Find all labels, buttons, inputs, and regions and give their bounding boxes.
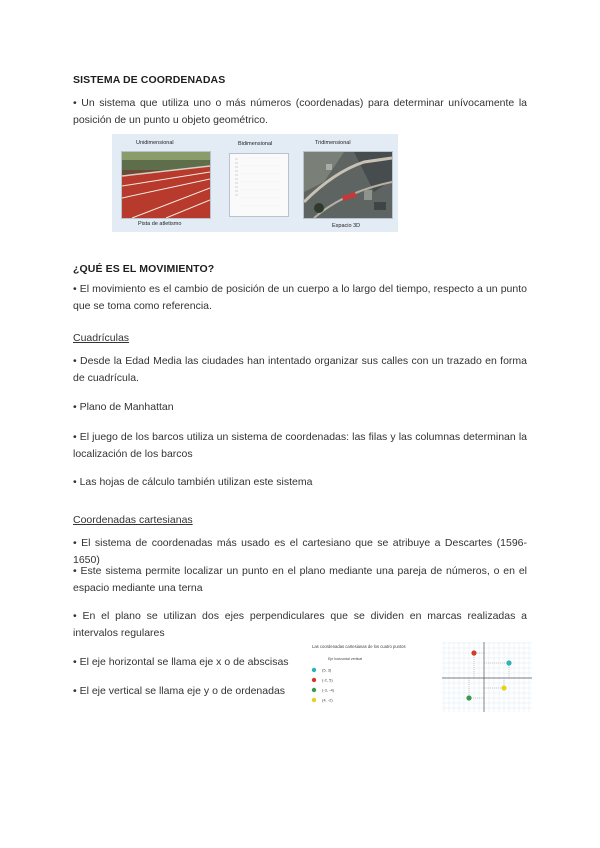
grids-item-1: • Desde la Edad Media las ciudades han intentado organizar sus calles con un trazado en forma de cuadrícula.: [73, 355, 527, 384]
cartesian-points-legend: [308, 640, 423, 710]
plane-point: [471, 650, 476, 655]
section-title-coordinate-systems: SISTEMA DE COORDENADAS: [73, 74, 226, 86]
label-bidimensional: Bidimensional: [238, 141, 273, 147]
subsection-title-cartesian: Coordenadas cartesianas: [73, 514, 193, 526]
cartesian-item-5: • El eje vertical se llama eje y o de ordenadas: [73, 685, 286, 697]
legend-point-label: (-3, -4): [322, 687, 334, 693]
aerial-city-image: [303, 151, 393, 219]
plane-point: [466, 695, 471, 700]
grids-item-3: • El juego de los barcos utiliza un sistema de coordenadas: las filas y las columnas determinan la localización de los barcos: [73, 431, 527, 460]
label-tridimensional: Tridimensional: [315, 140, 351, 146]
legend-point-label: (4, -2): [322, 697, 333, 703]
diagram-header: Eje horizontal vertical: [328, 657, 363, 661]
notebook-grid-image: [229, 153, 289, 217]
cartesian-item-1: • El sistema de coordenadas más usado es el cartesiano que se atribuye a Descartes (1596- 1650): [73, 537, 527, 566]
cartesian-plane: [442, 640, 532, 712]
section-title-movement: ¿QUÉ ES EL MOVIMIENTO?: [73, 263, 215, 275]
legend-point-label: (-2, 5): [322, 677, 333, 683]
intro-paragraph: • Un sistema que utiliza uno o más números (coordenadas) para determinar unívocamente la posición de un punto u objeto geométrico.: [73, 97, 527, 126]
legend-point-marker: [312, 688, 316, 692]
cartesian-item-4: • El eje horizontal se llama eje x o de abscisas: [73, 656, 289, 668]
subsection-title-grids: Cuadrículas: [73, 332, 130, 344]
plane-point: [501, 685, 506, 690]
coordinate-dimensions-figure: [112, 134, 398, 232]
legend-point-marker: [312, 678, 316, 682]
running-track-image: [121, 151, 211, 219]
grids-item-4: • Las hojas de cálculo también utilizan este sistema: [73, 476, 313, 488]
legend-point-label: (5, 3): [322, 667, 332, 673]
movement-paragraph: • El movimiento es el cambio de posición de un cuerpo a lo largo del tiempo, respecto a un punto que se toma como referencia.: [73, 283, 527, 312]
grids-item-2: • Plano de Manhattan: [73, 401, 174, 413]
cartesian-item-3: • En el plano se utilizan dos ejes perpendiculares que se dividen en marcas realizadas a intervalos regulares: [73, 610, 527, 639]
caption-running-track: Pista de atletismo: [138, 221, 182, 227]
label-unidimensional: Unidimensional: [136, 140, 174, 146]
caption-3d-space: Espacio 3D: [332, 223, 361, 229]
diagram-title: Las coordenadas cartesianas de los cuatro puntos: [312, 644, 406, 649]
legend-point-marker: [312, 668, 316, 672]
legend-point-marker: [312, 698, 316, 702]
plane-point: [506, 660, 511, 665]
cartesian-item-2: • Este sistema permite localizar un punto en el plano mediante una pareja de números, o en el espacio mediante una terna: [73, 565, 527, 594]
